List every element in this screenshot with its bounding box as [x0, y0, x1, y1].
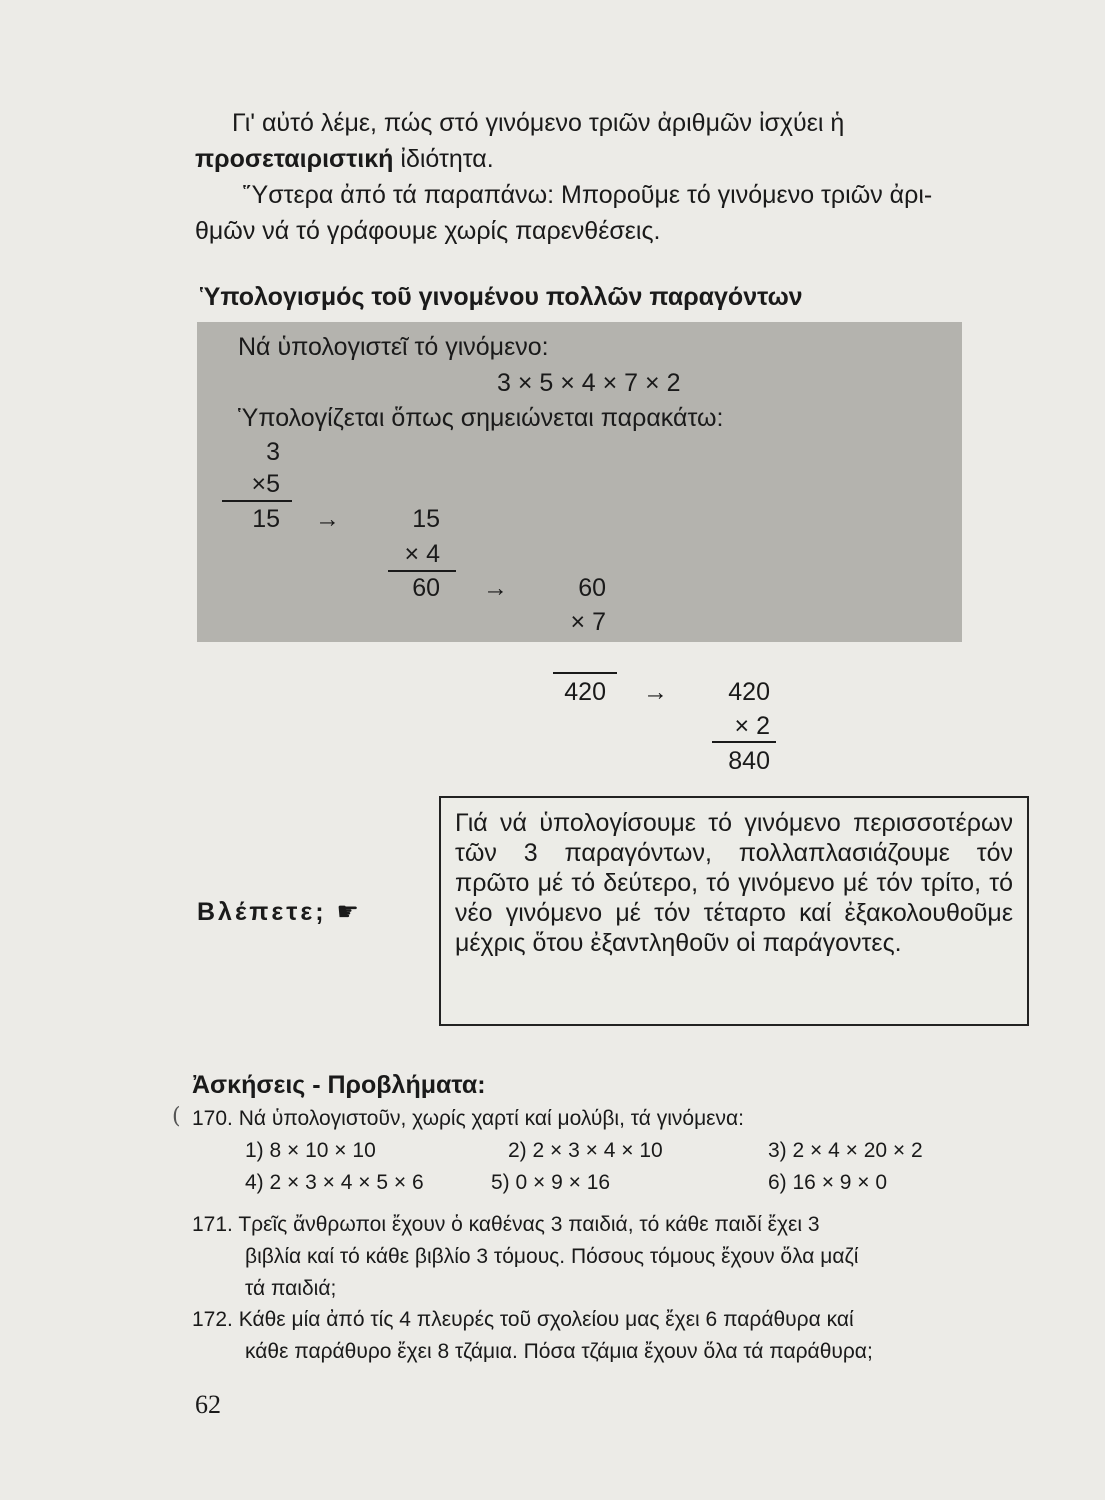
- example-expression: 3 × 5 × 4 × 7 × 2: [497, 369, 681, 397]
- ex170-item-6: 6) 16 × 9 × 0: [768, 1171, 888, 1194]
- ex170-item-5: 5) 0 × 9 × 16: [491, 1171, 611, 1194]
- ex171-line-2: βιβλία καί τό κάθε βιβλίο 3 τόμους. Πόσους τόμους ἔχουν ὅλα μαζί: [245, 1245, 859, 1268]
- ex170-item-3: 3) 2 × 4 × 20 × 2: [768, 1139, 923, 1162]
- ex170-header: [192, 1104, 744, 1134]
- arrow-2: →: [483, 574, 508, 602]
- ex170-item-2: 2) 2 × 3 × 4 × 10: [508, 1139, 663, 1162]
- step3-rule: [553, 672, 617, 674]
- ex170-item-1: 1) 8 × 10 × 10: [245, 1139, 376, 1162]
- ex171-line-1: [192, 1210, 820, 1240]
- step2-multiplier: × 4: [404, 540, 440, 568]
- rule-box: [439, 796, 1029, 1026]
- exercises-title: Ἀσκήσεις - Προβλήματα:: [192, 1071, 486, 1099]
- step1-rule: [222, 500, 292, 502]
- example-method: Ὑπολογίζεται ὅπως σημειώνεται παρακάτω:: [238, 404, 724, 432]
- step1-top: 3: [266, 438, 280, 466]
- intro-line-2: [195, 142, 494, 176]
- intro-line-3: Ὕστερα ἀπό τά παραπάνω: Μποροῦμε τό γινόμενο τριῶν ἀρι-: [243, 181, 933, 209]
- section-title: Ὑπολογισμός τοῦ γινομένου πολλῶν παραγόντων: [200, 283, 803, 311]
- bleed-through-text: [200, 115, 206, 143]
- ex172-line-1: [192, 1305, 854, 1335]
- blepete-label: [197, 895, 362, 929]
- step1-multiplier: ×5: [251, 470, 280, 498]
- intro-line-1: Γι' αὐτό λέμε, πώς στό γινόμενο τριῶν ἀριθμῶν ἰσχύει ἡ: [232, 109, 845, 137]
- step4-top: 420: [728, 678, 770, 706]
- example-prompt: Νά ὑπολογιστεῖ τό γινόμενο:: [238, 333, 549, 361]
- ex172-line-2: κάθε παράθυρο ἔχει 8 τζάμια. Πόσα τζάμια ἔχουν ὅλα τά παράθυρα;: [245, 1340, 873, 1363]
- associative-term: προσεταιριστική: [195, 145, 394, 173]
- ex171-line-3: τά παιδιά;: [245, 1277, 337, 1300]
- ex172-text-1: Κάθε μία ἀπό τίς 4 πλευρές τοῦ σχολείου μας ἔχει 6 παράθυρα καί: [238, 1308, 854, 1331]
- ex170-item-4: 4) 2 × 3 × 4 × 5 × 6: [245, 1171, 424, 1194]
- step4-result: 840: [728, 747, 770, 775]
- blepete-text: Βλέπετε;: [197, 898, 327, 926]
- step2-result: 60: [412, 574, 440, 602]
- arrow-3: →: [643, 678, 668, 706]
- margin-annotation-mark: (: [172, 1104, 181, 1129]
- step4-multiplier: × 2: [734, 712, 770, 740]
- step1-result: 15: [252, 505, 280, 533]
- ex171-number: 171.: [192, 1213, 233, 1236]
- ex170-text: Νά ὑπολογιστοῦν, χωρίς χαρτί καί μολύβι, τά γινόμενα:: [238, 1107, 745, 1130]
- step4-rule: [712, 741, 776, 743]
- ex171-text-1: Τρεῖς ἄνθρωποι ἔχουν ὁ καθένας 3 παιδιά, τό κάθε παιδί ἔχει 3: [238, 1213, 820, 1236]
- ex170-number: 170.: [192, 1107, 233, 1130]
- intro-line-4: θμῶν νά τό γράφουμε χωρίς παρενθέσεις.: [195, 217, 661, 245]
- page-number: 62: [195, 1390, 221, 1419]
- step3-top: 60: [578, 574, 606, 602]
- step3-result: 420: [564, 678, 606, 706]
- ex172-number: 172.: [192, 1308, 233, 1331]
- intro-line-2-rest: ἰδιότητα.: [393, 145, 494, 173]
- arrow-1: →: [315, 505, 340, 533]
- step2-top: 15: [412, 505, 440, 533]
- pointing-hand-icon: ☛: [336, 898, 362, 926]
- rule-box-text: Γιά νά ὑπολογίσουμε τό γινόμενο περισσοτέρων τῶν 3 παραγόντων, πολλαπλασιάζουμε τόν πρῶτο μέ τό δεύτερο, τό γινόμενο μέ τόν τρίτο, τό νέο γινόμενο μέ τόν τέταρτο καί ἐξακολουθοῦμε μέχρις ὅτου ἐξαντληθοῦν οἱ παράγοντες.: [455, 809, 1013, 957]
- step3-multiplier: × 7: [570, 608, 606, 636]
